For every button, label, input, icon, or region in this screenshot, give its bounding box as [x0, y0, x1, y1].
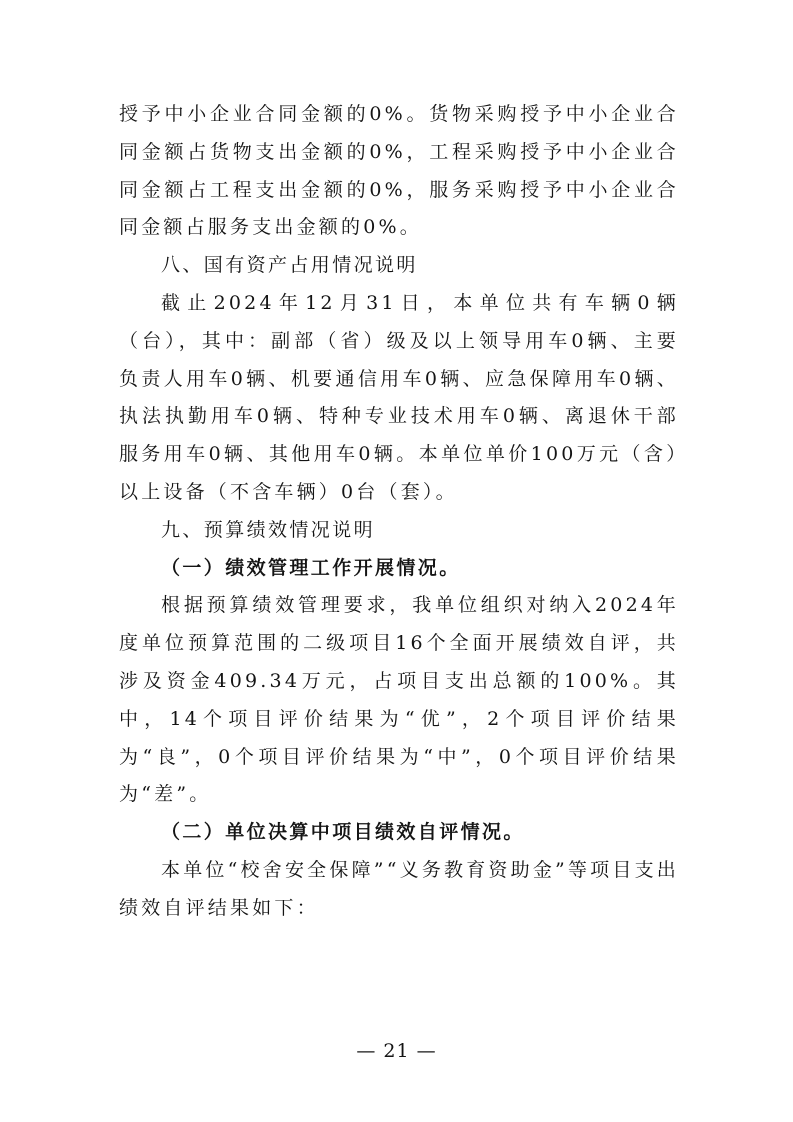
heading-state-assets: 八、国有资产占用情况说明 — [161, 254, 418, 277]
paragraph-vehicles-assets: 截止2024年12月31日，本单位共有车辆0辆（台），其中：副部（省）级及以上领导用车0辆、主要负责人用车0辆、机要通信用车0辆、应急保障用车0辆、执法执勤用车0辆、特种专业技术用车0辆、离退休干部服务用车0辆、其他用车0辆。本单位单价100万元（含）以上设备（不含车辆）0台（套）。 — [119, 291, 679, 503]
paragraph-performance-evaluation: 根据预算绩效管理要求，我单位组织对纳入2024年度单位预算范围的二级项目16个全面开展绩效自评，共涉及资金409.34万元，占项目支出总额的100%。其中，14个项目评价结果为“优”，2个项目评价结果为“良”，0个项目评价结果为“中”，0个项目评价结果为“差”。 — [119, 594, 679, 806]
document-body — [119, 96, 679, 928]
page-number: — 21 — — [356, 1040, 437, 1062]
subheading-performance-management: （一）绩效管理工作开展情况。 — [161, 556, 461, 579]
subheading-project-self-evaluation: （二）单位决算中项目绩效自评情况。 — [161, 821, 525, 844]
paragraph-project-results-intro: 本单位“校舍安全保障”“义务教育资助金”等项目支出绩效自评结果如下： — [119, 858, 679, 919]
heading-budget-performance: 九、预算绩效情况说明 — [161, 518, 376, 541]
paragraph-sme-contracts: 授予中小企业合同金额的0%。货物采购授予中小企业合同金额占货物支出金额的0%，工程采购授予中小企业合同金额占工程支出金额的0%，服务采购授予中小企业合同金额占服务支出金额的0%。 — [119, 103, 679, 239]
